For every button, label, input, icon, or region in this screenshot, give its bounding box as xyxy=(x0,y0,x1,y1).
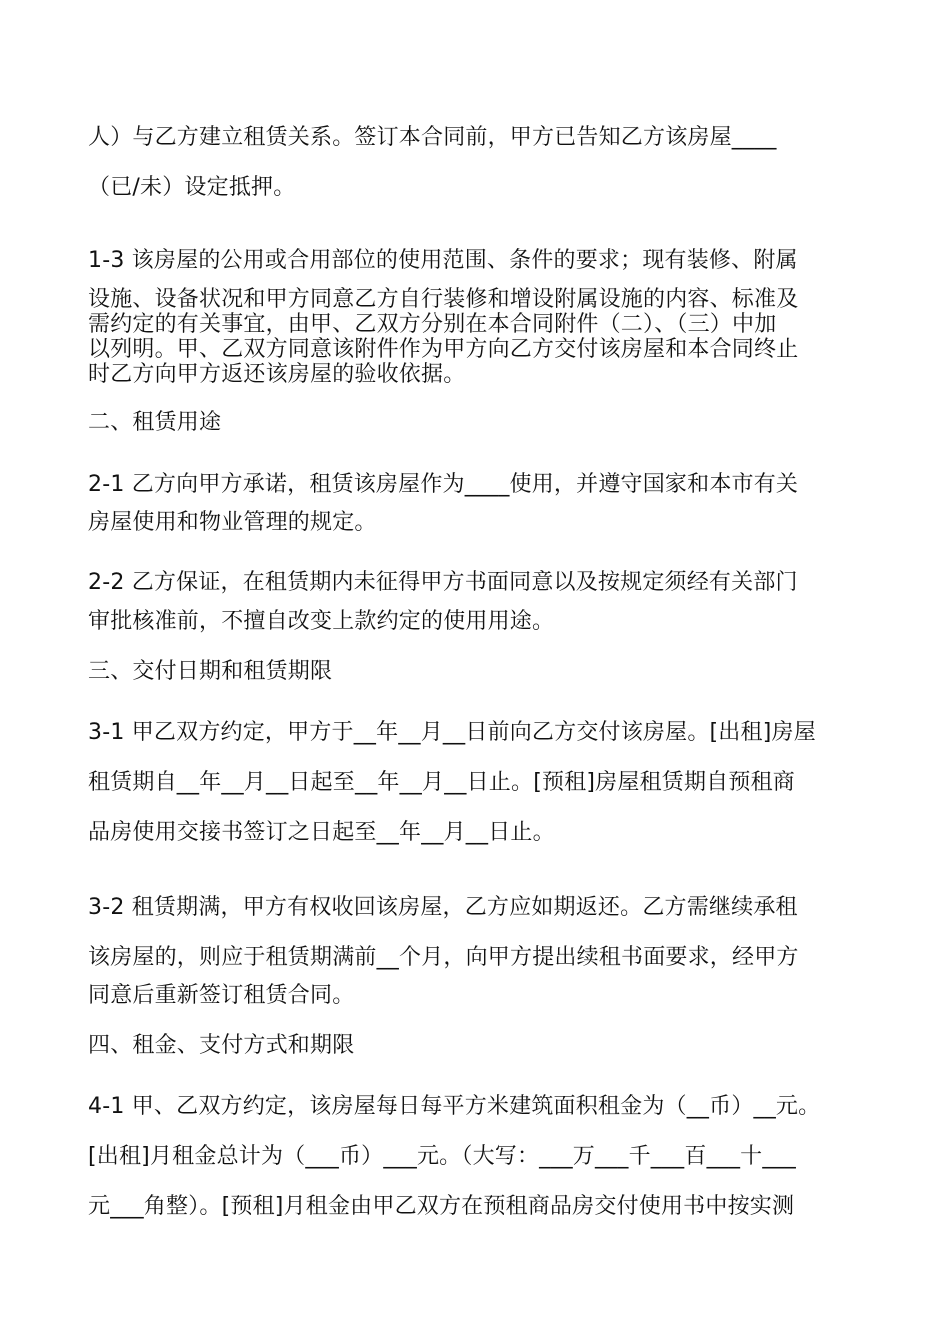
clause-2-1: 2-1 乙方向甲方承诺，租赁该房屋作为____使用，并遵守国家和本市有关 xyxy=(88,472,799,497)
clause-3-1: 3-1 甲乙双方约定，甲方于__年__月__日前向乙方交付该房屋。[出租]房屋 xyxy=(88,720,816,745)
text-line: 人）与乙方建立租赁关系。签订本合同前，甲方已告知乙方该房屋____ xyxy=(88,125,777,150)
section-heading: 四、租金、支付方式和期限 xyxy=(88,1033,355,1058)
clause-4-1: 4-1 甲、乙双方约定，该房屋每日每平方米建筑面积租金为（__币）__元。 xyxy=(88,1094,821,1119)
text-line: 元___角整）。[预租]月租金由甲乙双方在预租商品房交付使用书中按实测 xyxy=(88,1194,795,1219)
text-line: 设施、设备状况和甲方同意乙方自行装修和增设附属设施的内容、标准及 xyxy=(88,287,799,312)
text-line: 该房屋的，则应于租赁期满前__个月，向甲方提出续租书面要求，经甲方 xyxy=(88,945,799,970)
text-line: 时乙方向甲方返还该房屋的验收依据。 xyxy=(88,362,466,387)
text-line: 以列明。甲、乙双方同意该附件作为甲方向乙方交付该房屋和本合同终止 xyxy=(88,337,799,362)
text-line: 品房使用交接书签订之日起至__年__月__日止。 xyxy=(88,820,555,845)
text-line: 需约定的有关事宜，由甲、乙双方分别在本合同附件（二）、（三）中加 xyxy=(88,312,777,337)
text-line: 同意后重新签订租赁合同。 xyxy=(88,983,355,1008)
text-line: 审批核准前，不擅自改变上款约定的使用用途。 xyxy=(88,609,555,634)
section-heading: 三、交付日期和租赁期限 xyxy=(88,659,333,684)
clause-2-2: 2-2 乙方保证，在租赁期内未征得甲方书面同意以及按规定须经有关部门 xyxy=(88,570,798,595)
text-line: 房屋使用和物业管理的规定。 xyxy=(88,510,377,535)
text-line: [出租]月租金总计为（___币）___元。（大写：___万___千___百___十___ xyxy=(88,1144,796,1169)
text-line: （已/未）设定抵押。 xyxy=(88,175,296,200)
clause-1-3: 1-3 该房屋的公用或合用部位的使用范围、条件的要求；现有装修、附属 xyxy=(88,248,798,273)
section-heading: 二、租赁用途 xyxy=(88,410,222,435)
text-line: 租赁期自__年__月__日起至__年__月__日止。[预租]房屋租赁期自预租商 xyxy=(88,770,795,795)
clause-3-2: 3-2 租赁期满，甲方有权收回该房屋，乙方应如期返还。乙方需继续承租 xyxy=(88,895,798,920)
